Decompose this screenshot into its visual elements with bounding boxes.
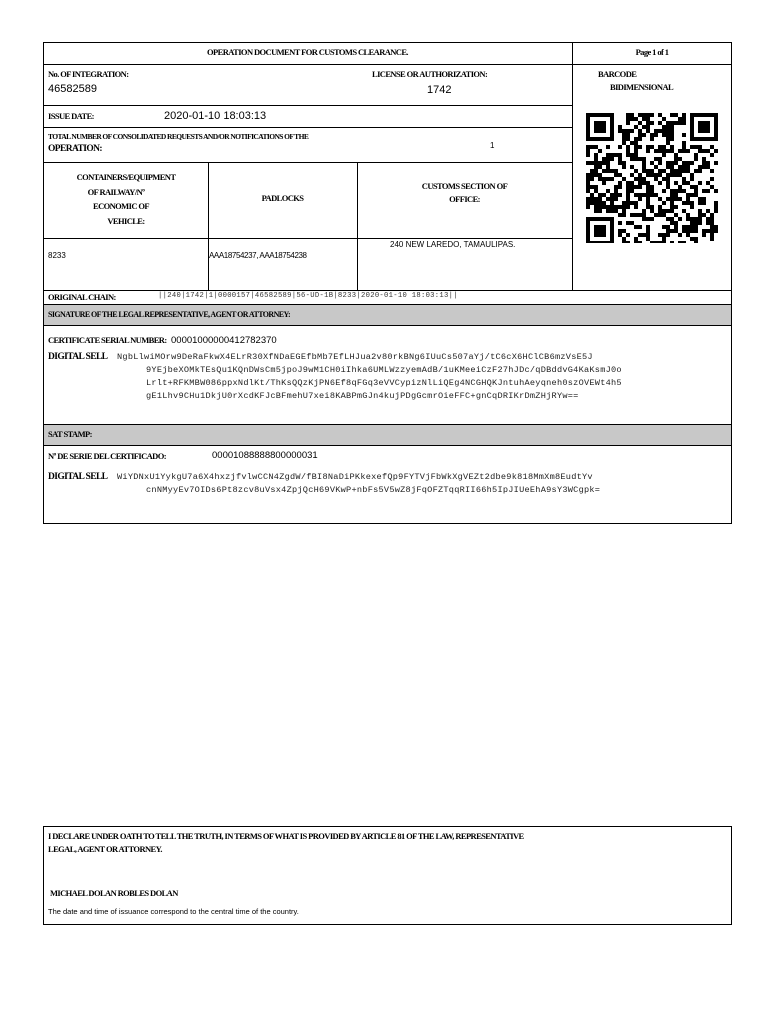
declaration-text: I DECLARE UNDER OATH TO TELL THE TRUTH, IN TERMS OF WHAT IS PROVIDED BY ARTICLE 81 OF THE LAW, REPRESENTATIVE	[48, 831, 524, 841]
sat-digital-sell-line: cnNMyyEv7OIDs6Pt8zcv8uVsx4ZpjQcH69VKwP+nbFs5V5wZ8jFqOFZTqqRII66h5IpJIUeEhA9sY3WCgpk=	[146, 485, 601, 495]
divider	[43, 105, 572, 106]
page-indicator: Page 1 of 1	[635, 47, 669, 57]
original-chain-value: ||240|1742|1|0000157|46582589|56-UD-1B|8233|2020-01-10 18:03:13||	[158, 292, 458, 300]
containers-header-line: CONTAINERS/EQUIPMENT	[76, 172, 176, 182]
digital-sell-line: 9YEjbeXOMkTEsQu1KQnDWsCm5jpoJ9wM1CH0iIhka6UMLWzzyemAdB/1uKMeeiCzF27hJDc/qDBddvG4KaKsmJ0o	[146, 365, 622, 375]
cert-serial-value: 00001000000412782370	[171, 335, 277, 346]
divider	[43, 290, 732, 291]
divider	[43, 238, 572, 239]
divider	[43, 162, 572, 163]
issue-date-label: ISSUE DATE:	[48, 111, 94, 121]
representative-name: MICHAEL DOLAN ROBLES DOLAN	[50, 888, 178, 898]
sat-digital-sell-label: DIGITAL SELL	[48, 472, 108, 482]
divider	[43, 127, 572, 128]
padlocks-header: PADLOCKS	[261, 193, 304, 203]
sat-serie-label: Nº DE SERIE DEL CERTIFICADO:	[48, 451, 166, 461]
container-value: 8233	[48, 251, 66, 260]
qr-code	[586, 113, 719, 243]
sat-stamp-header: SAT STAMP:	[48, 429, 92, 439]
barcode-label: BARCODE	[598, 69, 637, 79]
total-value: 1	[490, 141, 495, 150]
customs-header	[357, 180, 572, 206]
customs-header-line: CUSTOMS SECTION OF	[421, 181, 508, 191]
padlocks-value: AAA18754237, AAA18754238	[209, 251, 307, 260]
integration-value: 46582589	[48, 83, 97, 95]
sat-digital-sell-line: WiYDNxU1YykgU7a6X4hxzjfvlwCCN4ZgdW/fBI8NaDiPKkexefQp9FYTVjFbWkXgVEZt2dbe9k818MmXm8EudtYv	[117, 472, 593, 482]
declaration-text-2: LEGAL, AGENT OR ATTORNEY.	[48, 844, 162, 854]
digital-sell-line: NgbLlwiMOrw9DeRaFkwX4ELrR30XfNDaEGEfbMb7EfLHJua2v80rkBNg6IUuCs507aYj/tC6cX6HClCB6mzVsE5J	[117, 352, 593, 362]
sat-serie-value: 00001088888800000031	[212, 450, 318, 461]
total-label: TOTAL NUMBER OF CONSOLIDATED REQUESTS AND/OR NOTIFICATIONS OF THE	[48, 132, 309, 141]
divider	[208, 162, 209, 290]
divider	[43, 64, 732, 65]
barcode-label-2: BIDIMENSIONAL	[610, 82, 674, 92]
cert-serial-row	[48, 330, 277, 348]
issue-date-value: 2020-01-10 18:03:13	[164, 110, 267, 122]
cert-serial-label: CERTIFICATE SERIAL NUMBER:	[48, 335, 167, 345]
digital-sell-label: DIGITAL SELL	[48, 352, 108, 362]
signature-header: SIGNATURE OF THE LEGAL REPRESENTATIVE, AGENT OR ATTORNEY:	[48, 310, 291, 319]
digital-sell-line: Lrlt+RFKMBW086ppxNdlKt/ThKsQQzKjPN6Ef8qFGq3eVVCypizNlLiQEg4NCGHQKJntuhAeyqneh0szOVEWt4h5	[146, 378, 622, 388]
divider	[572, 42, 573, 290]
digital-sell-line: gE1Lhv9CHu1DkjU0rXcdKFJcBFmehU7xei8KABPmGJn4kujPDgGcmrOieFFC+gnCqDRIKrDmZHjRYw==	[146, 391, 579, 401]
license-value: 1742	[427, 84, 452, 96]
customs-header-line: OFFICE:	[449, 194, 480, 204]
containers-header-line: ECONOMIC OF	[93, 201, 149, 211]
customs-value: 240 NEW LAREDO, TAMAULIPAS.	[390, 240, 516, 249]
containers-header	[44, 170, 208, 228]
timezone-note: The date and time of issuance correspond to the central time of the country.	[48, 907, 299, 916]
document-title: OPERATION DOCUMENT FOR CUSTOMS CLEARANCE.	[207, 47, 408, 57]
integration-label: No. OF INTEGRATION:	[48, 69, 129, 79]
containers-header-line: OF RAILWAY/Nº	[87, 186, 145, 197]
total-label-2: OPERATION:	[48, 144, 102, 154]
license-label: LICENSE OR AUTHORIZATION:	[372, 69, 488, 79]
containers-header-line: VEHICLE:	[107, 215, 145, 226]
original-chain-label: ORIGINAL CHAIN:	[48, 292, 116, 302]
sat-stamp-bar	[43, 424, 732, 446]
